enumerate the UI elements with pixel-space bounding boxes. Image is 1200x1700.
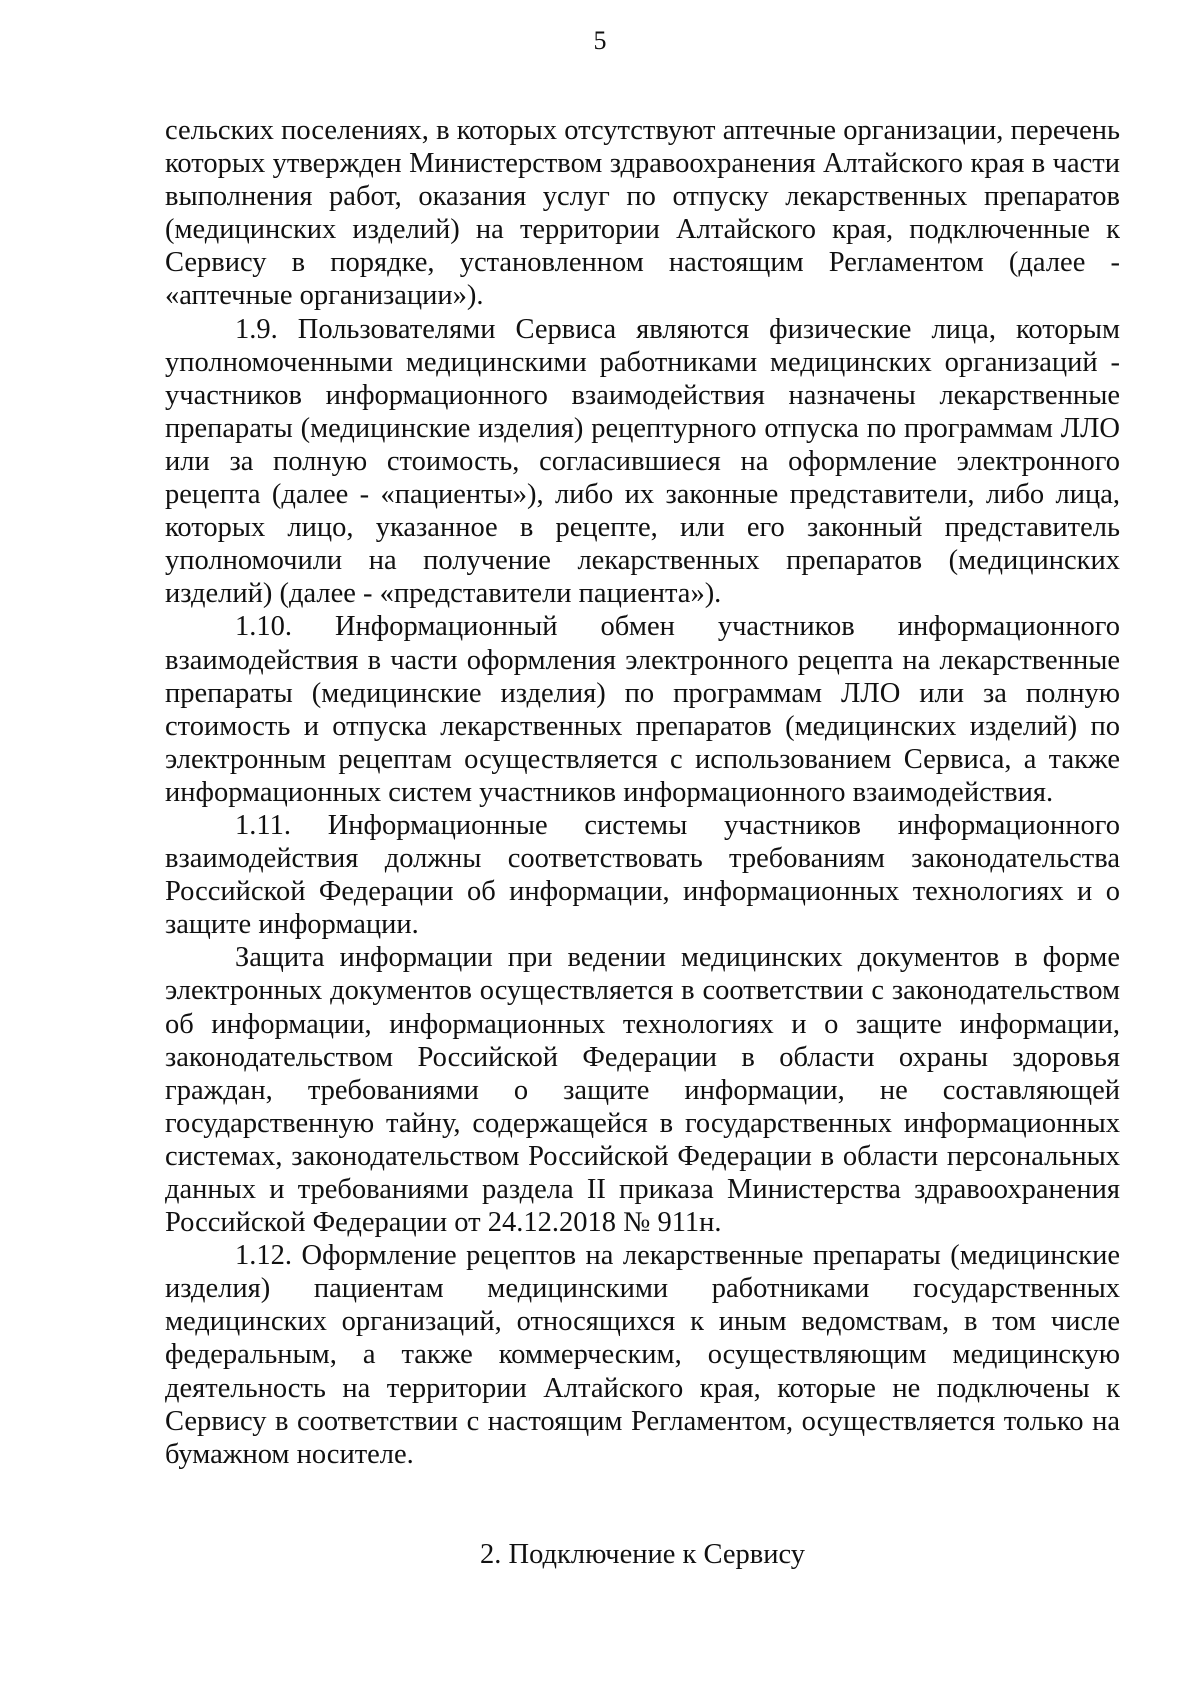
document-body [165, 114, 1120, 1572]
paragraph-continuation: сельских поселениях, в которых отсутствуют аптечные организации, перечень которых утвержден Министерством здравоохранения Алтайского края в части выполнения работ, оказания услуг по отпуску лекарственных препаратов (медицинских изделий) на территории Алтайского края, подключенные к Сервису в порядке, установленном настоящим Регламентом (далее - «аптечные организации»). [165, 115, 1120, 312]
section-heading: 2. Подключение к Сервису [479, 1538, 805, 1570]
paragraph-1-10: 1.10. Информационный обмен участников информационного взаимодействия в части оформления электронного рецепта на лекарственные препараты (медицинские изделия) по программам ЛЛО или за полную стоимость и отпуска лекарственных препаратов (медицинских изделий) по электронным рецептам осуществляется с использованием Сервиса, а также информационных систем участников информационного взаимодействия. [165, 611, 1120, 808]
paragraph-1-12: 1.12. Оформление рецептов на лекарственные препараты (медицинские изделия) пациентам медицинскими работниками государственных медицинских организаций, относящихся к иным ведомствам, в том числе федеральным, а также коммерческим, осуществляющим медицинскую деятельность на территории Алтайского края, которые не подключены к Сервису в соответствии с настоящим Регламентом, осуществляется только на бумажном носителе. [165, 1240, 1120, 1470]
paragraph-1-9: 1.9. Пользователями Сервиса являются физические лица, которым уполномоченными медицинскими работниками медицинских организаций - участников информационного взаимодействия назначены лекарственные препараты (медицинские изделия) рецептурного отпуска по программам ЛЛО или за полную стоимость, согласившиеся на оформление электронного рецепта (далее - «пациенты»), либо их законные представители, либо лица, которых лицо, указанное в рецепте, или его законный представитель уполномочили на получение лекарственных препаратов (медицинских изделий) (далее - «представители пациента»). [165, 313, 1120, 610]
paragraph-information-protection: Защита информации при ведении медицинских документов в форме электронных документов осуществляется в соответствии с законодательством об информации, информационных технологиях и о защите информации, законодательством Российской Федерации в области охраны здоровья граждан, требованиями о защите информации, не составляющей государственную тайну, содержащейся в государственных информационных системах, законодательством Российской Федерации в области персональных данных и требованиями раздела II приказа Министерства здравоохранения Российской Федерации от 24.12.2018 № 911н. [165, 942, 1120, 1239]
page-number: 5 [593, 26, 607, 55]
paragraph-1-11: 1.11. Информационные системы участников информационного взаимодействия должны соответствовать требованиям законодательства Российской Федерации об информации, информационных технологиях и о защите информации. [165, 809, 1120, 941]
